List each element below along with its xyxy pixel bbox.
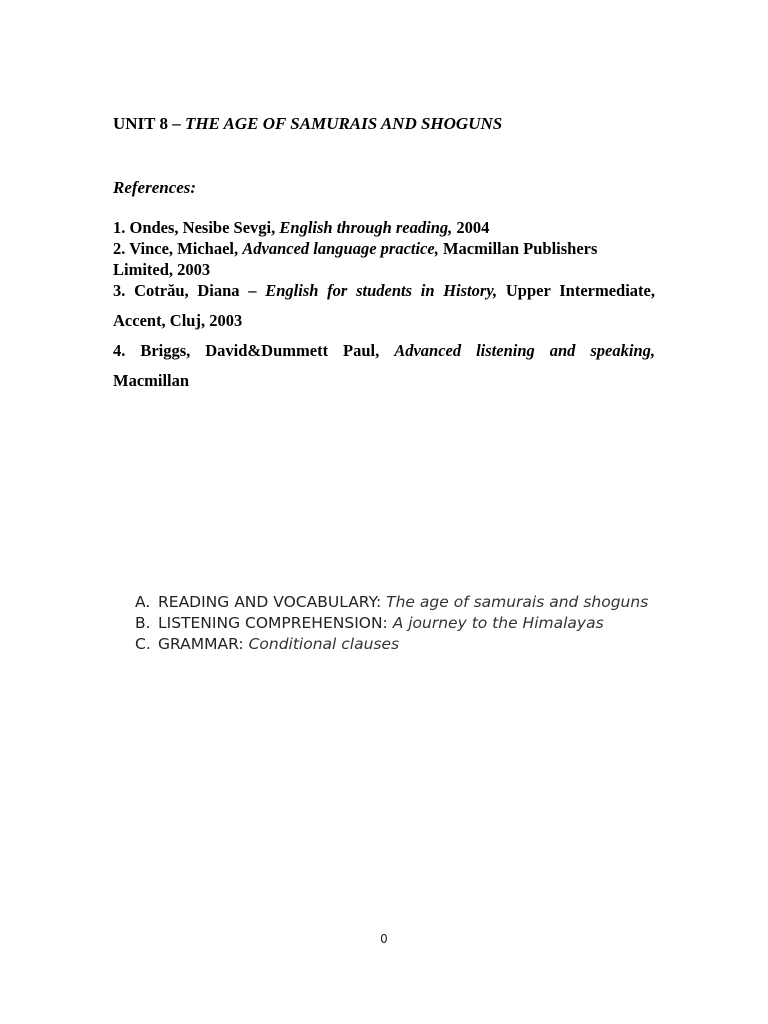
page-number: 0 xyxy=(380,932,388,946)
reference-book-title: English through reading, xyxy=(279,218,453,237)
reference-item-1 xyxy=(113,217,655,238)
unit-outline xyxy=(135,592,655,655)
reference-book-title: English for students in History, xyxy=(265,281,498,300)
reference-item-4-continued: Macmillan xyxy=(113,371,190,390)
reference-details-continued: Limited, 2003 xyxy=(113,260,211,279)
reference-book-title: Advanced listening and speaking, xyxy=(394,341,655,360)
references-heading: References: xyxy=(113,178,197,197)
reference-item-2 xyxy=(113,238,655,280)
reference-item-4 xyxy=(113,340,655,361)
reference-author: 2. Vince, Michael, xyxy=(113,239,243,258)
outline-letter: A. xyxy=(135,593,151,611)
outline-letter: C. xyxy=(135,635,151,653)
reference-item-3 xyxy=(113,280,655,301)
outline-topic: Conditional clauses xyxy=(248,635,400,653)
outline-item-grammar xyxy=(135,634,655,655)
unit-prefix: UNIT 8 – xyxy=(113,114,185,133)
reference-author: 4. Briggs, David&Dummett Paul, xyxy=(113,341,395,360)
reference-author: 3. Cotrău, Diana – xyxy=(113,281,266,300)
outline-letter: B. xyxy=(135,614,151,632)
reference-author: 1. Ondes, Nesibe Sevgi, xyxy=(113,218,280,237)
reference-details: 2004 xyxy=(452,218,490,237)
unit-title-text: THE AGE OF SAMURAIS AND SHOGUNS xyxy=(184,114,503,133)
outline-topic: A journey to the Himalayas xyxy=(392,614,604,632)
outline-label: LISTENING COMPREHENSION: xyxy=(158,614,393,632)
outline-item-reading xyxy=(135,592,655,613)
outline-label: READING AND VOCABULARY: xyxy=(158,593,387,611)
outline-item-listening xyxy=(135,613,655,634)
reference-details: Macmillan Publishers xyxy=(438,239,598,258)
reference-book-title: Advanced language practice, xyxy=(242,239,439,258)
reference-item-3-continued: Accent, Cluj, 2003 xyxy=(113,311,243,330)
unit-title xyxy=(113,114,502,134)
reference-details: Upper Intermediate, xyxy=(497,281,655,300)
outline-topic: The age of samurais and shoguns xyxy=(386,593,649,611)
outline-label: GRAMMAR: xyxy=(158,635,249,653)
